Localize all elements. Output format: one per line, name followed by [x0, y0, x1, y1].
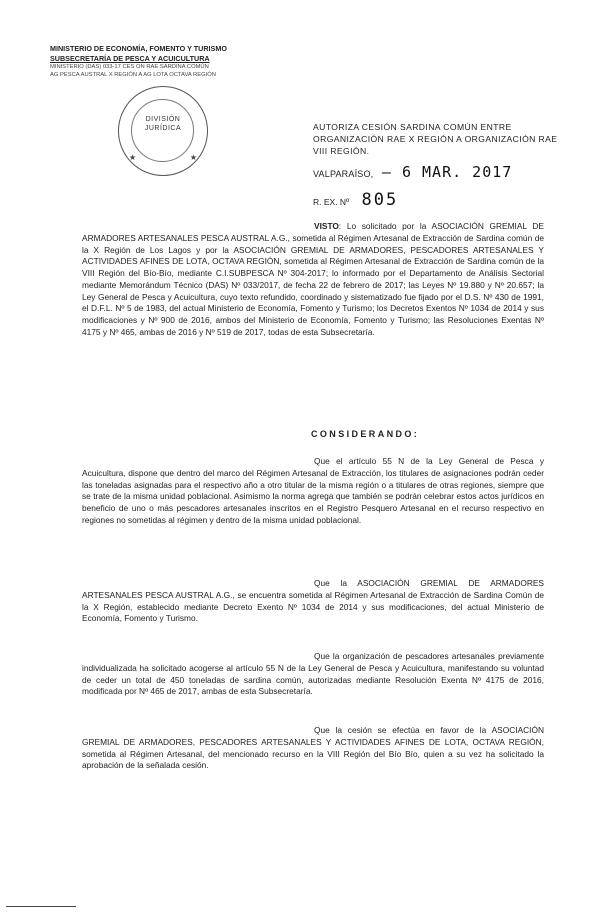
subsecretaria-name: SUBSECRETARÍA DE PESCA Y ACUICULTURA [50, 53, 210, 63]
stamp-line-1: DIVISIÓN [145, 116, 181, 123]
division-juridica-stamp [118, 86, 208, 176]
paragraph-text: Que el artículo 55 N de la Ley General de Pesca y Acuicultura, dispone que dentro del marco del Régimen Artesanal de Extracción, los titulares de asignaciones podrán ceder las toneladas asignadas para el respectivo año a otro titular de la misma región o a titulares de otras regiones, siempre que se trate de la misma unidad poblacional. Asimismo la norma agrega que también se podrán celebrar estos actos jurídicos en beneficio de uno o más pescadores artesanales inscritos en el Registro Pesquero Artesanal en el recurso respectivo en regiones no sometidas al régimen y dentro de la misma unidad poblacional. [82, 456, 544, 525]
visto-text: : Lo solicitado por la ASOCIACIÓN GREMIAL DE ARMADORES ARTESANALES PESCA AUSTRAL A.G., sometida al Régimen Artesanal de Extracción de Sardina común de la X Región de Los Lagos y por la ASOCIACIÓN GREMIAL DE ARMADORES, PESCADORES ARTESANALES Y ACTIVIDADES AFINES DE LOTA, OCTAVA REGIÓN, sometida al Régimen Artesanal de Extracción de Sardina común de la VIII Región del Bío-Bío, mediante C.I.SUBPESCA Nº 304-2017; lo informado por el Departamento de Análisis Sectorial mediante Memorándum Técnico (DAS) Nº 033/2017, de fecha 22 de febrero de 2017; las Leyes Nº 19.880 y Nº 20.657; la Ley General de Pesca y Acuicultura, cuyo texto refundido, coordinado y sistematizado fue fijado por el D.S. Nº 430 de 1991, el D.F.L. Nº 5 de 1983, del actual Ministerio de Economía, Fomento y Turismo; los Decretos Exentos Nº 1034 de 2014 y sus modificaciones y Nº 900 de 2016, ambos del Ministerio de Economía, Fomento y Turismo; las Resoluciones Exentas Nº 4175 y Nº 465, ambas de 2016 y Nº 519 de 2017, todas de esta Subsecretaría. [82, 221, 544, 337]
star-icon: ★ [189, 153, 197, 162]
resolution-number-line [313, 190, 398, 210]
considerando-paragraph-4 [82, 725, 544, 772]
star-icon: ★ [129, 153, 137, 162]
footer-rule [6, 906, 76, 907]
rex-label: R. EX. Nº [313, 197, 350, 207]
reference-line-1: MINISTERIO (DAS) 033-17 CES ON RAE SARDINA COMÚN [50, 64, 209, 71]
paragraph-text: Que la cesión se efectúa en favor de la ASOCIACIÓN GREMIAL DE ARMADORES, PESCADORES ARTESANALES Y ACTIVIDADES AFINES DE LOTA, OCTAVA REGIÓN, sometida al Régimen Artesanal, del mencionado recurso en la VIII Región del Bío Bío, quien a su vez ha solicitado la aprobación de la señalada cesión. [82, 725, 544, 771]
handwritten-date: – 6 MAR. 2017 [381, 163, 513, 181]
paragraph-text: Que la organización de pescadores artesanales previamente individualizada ha solicitado acogerse al artículo 55 N de la Ley General de Pesca y Acuicultura, manifestando su voluntad de ceder un total de 450 toneladas de sardina común, autorizadas mediante Resolución Exenta Nº 4175 de 2016, modificada por Nº 465 de 2017, ambas de esta Subsecretaría. [82, 651, 544, 697]
stamp-line-2: JURÍDICA [144, 125, 182, 132]
date-line [313, 163, 512, 181]
city: VALPARAÍSO, [313, 169, 374, 179]
reference-line-2: AG PESCA AUSTRAL X REGIÓN A AG LOTA OCTAVA REGIÓN [50, 72, 216, 79]
ministry-name: MINISTERIO DE ECONOMÍA, FOMENTO Y TURISMO [50, 44, 227, 53]
stamp-text [119, 115, 207, 133]
visto-paragraph [82, 221, 544, 339]
paragraph-text: Que la ASOCIACIÓN GREMIAL DE ARMADORES ARTESANALES PESCA AUSTRAL A.G., se encuentra sometida al Régimen Artesanal de Extracción de Sardina Común de la X Región, establecido mediante Decreto Exento Nº 1034 de 2014 y sus modificaciones, del actual Ministerio de Economía, Fomento y Turismo. [82, 578, 544, 624]
resolution-title: AUTORIZA CESIÓN SARDINA COMÚN ENTRE ORGANIZACIÓN RAE X REGIÓN A ORGANIZACIÓN RAE VIII REGIÓN. [313, 122, 558, 156]
considerando-heading: CONSIDERANDO: [311, 429, 420, 439]
visto-label: VISTO [314, 221, 339, 231]
considerando-paragraph-2 [82, 578, 544, 625]
considerando-paragraph-1 [82, 456, 544, 527]
letterhead [50, 44, 290, 79]
rex-number: 805 [361, 190, 399, 210]
considerando-paragraph-3 [82, 651, 544, 698]
